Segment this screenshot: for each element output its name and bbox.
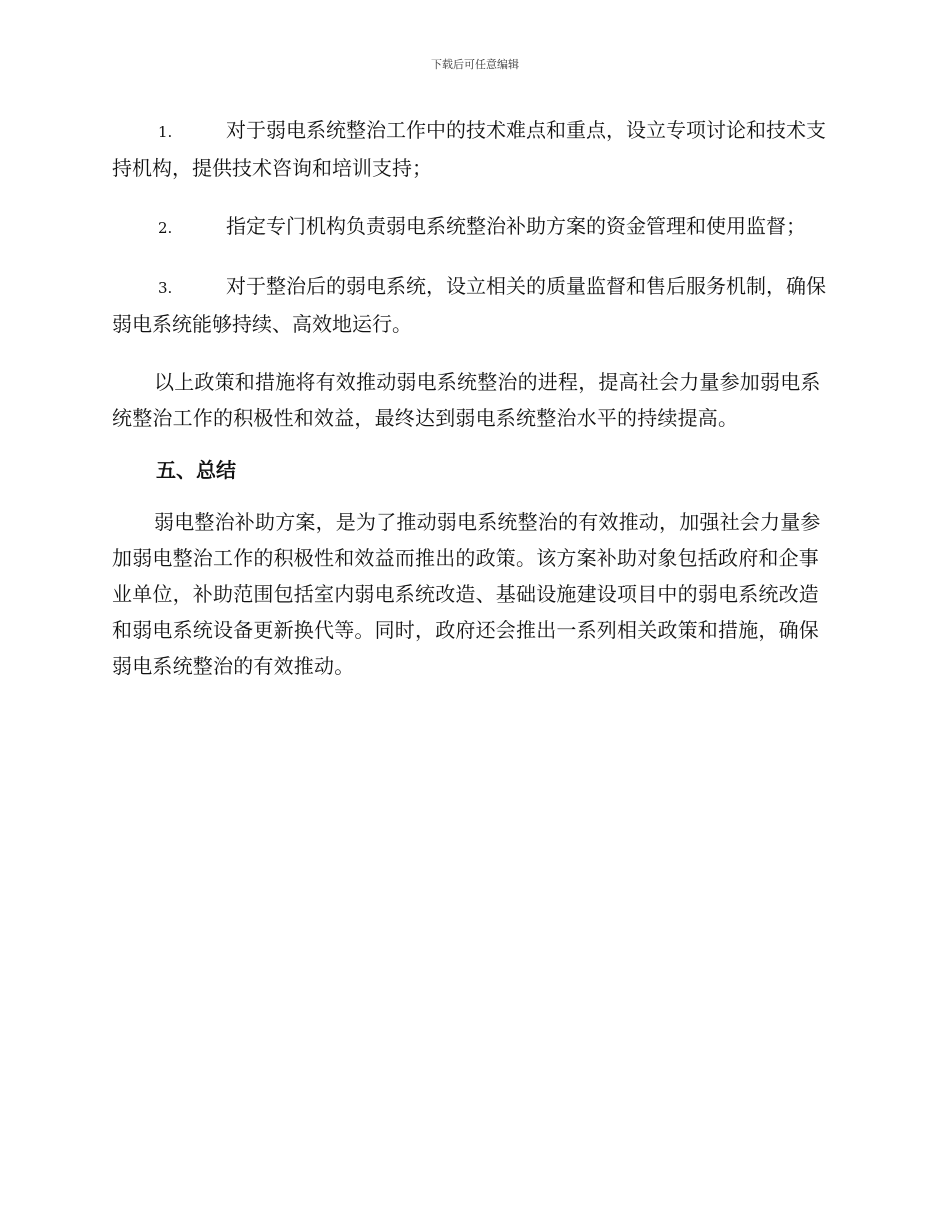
list-item-text: 对于弱电系统整治工作中的技术难点和重点，设立专项讨论和技术支持机构，提供技术咨询和培训支持； xyxy=(112,118,826,180)
section-heading: 五、总结 xyxy=(156,458,236,482)
list-item-number: 1. xyxy=(158,123,173,141)
section-body-paragraph: 弱电整治补助方案，是为了推动弱电系统整治的有效推动，加强社会力量参加弱电整治工作的积极性和效益而推出的政策。该方案补助对象包括政府和企事业单位，补助范围包括室内弱电系统改造、基础设施建设项目中的弱电系统改造和弱电系统设备更新换代等。同时，政府还会推出一系列相关政策和措施，确保弱电系统整治的有效推动。 xyxy=(112,510,821,678)
list-item xyxy=(112,268,832,342)
list-item-number: 3. xyxy=(158,279,173,297)
header-note: 下载后可任意编辑 xyxy=(431,58,519,71)
document-content xyxy=(112,112,832,700)
list-item xyxy=(112,208,832,246)
list-item-text: 指定专门机构负责弱电系统整治补助方案的资金管理和使用监督； xyxy=(226,214,806,238)
list-item-number: 2. xyxy=(158,219,173,237)
list-item xyxy=(112,112,832,186)
summary-paragraph: 以上政策和措施将有效推动弱电系统整治的进程，提高社会力量参加弱电系统整治工作的积极性和效益，最终达到弱电系统整治水平的持续提高。 xyxy=(112,370,821,430)
list-item-text: 对于整治后的弱电系统，设立相关的质量监督和售后服务机制，确保弱电系统能够持续、高效地运行。 xyxy=(112,274,826,336)
